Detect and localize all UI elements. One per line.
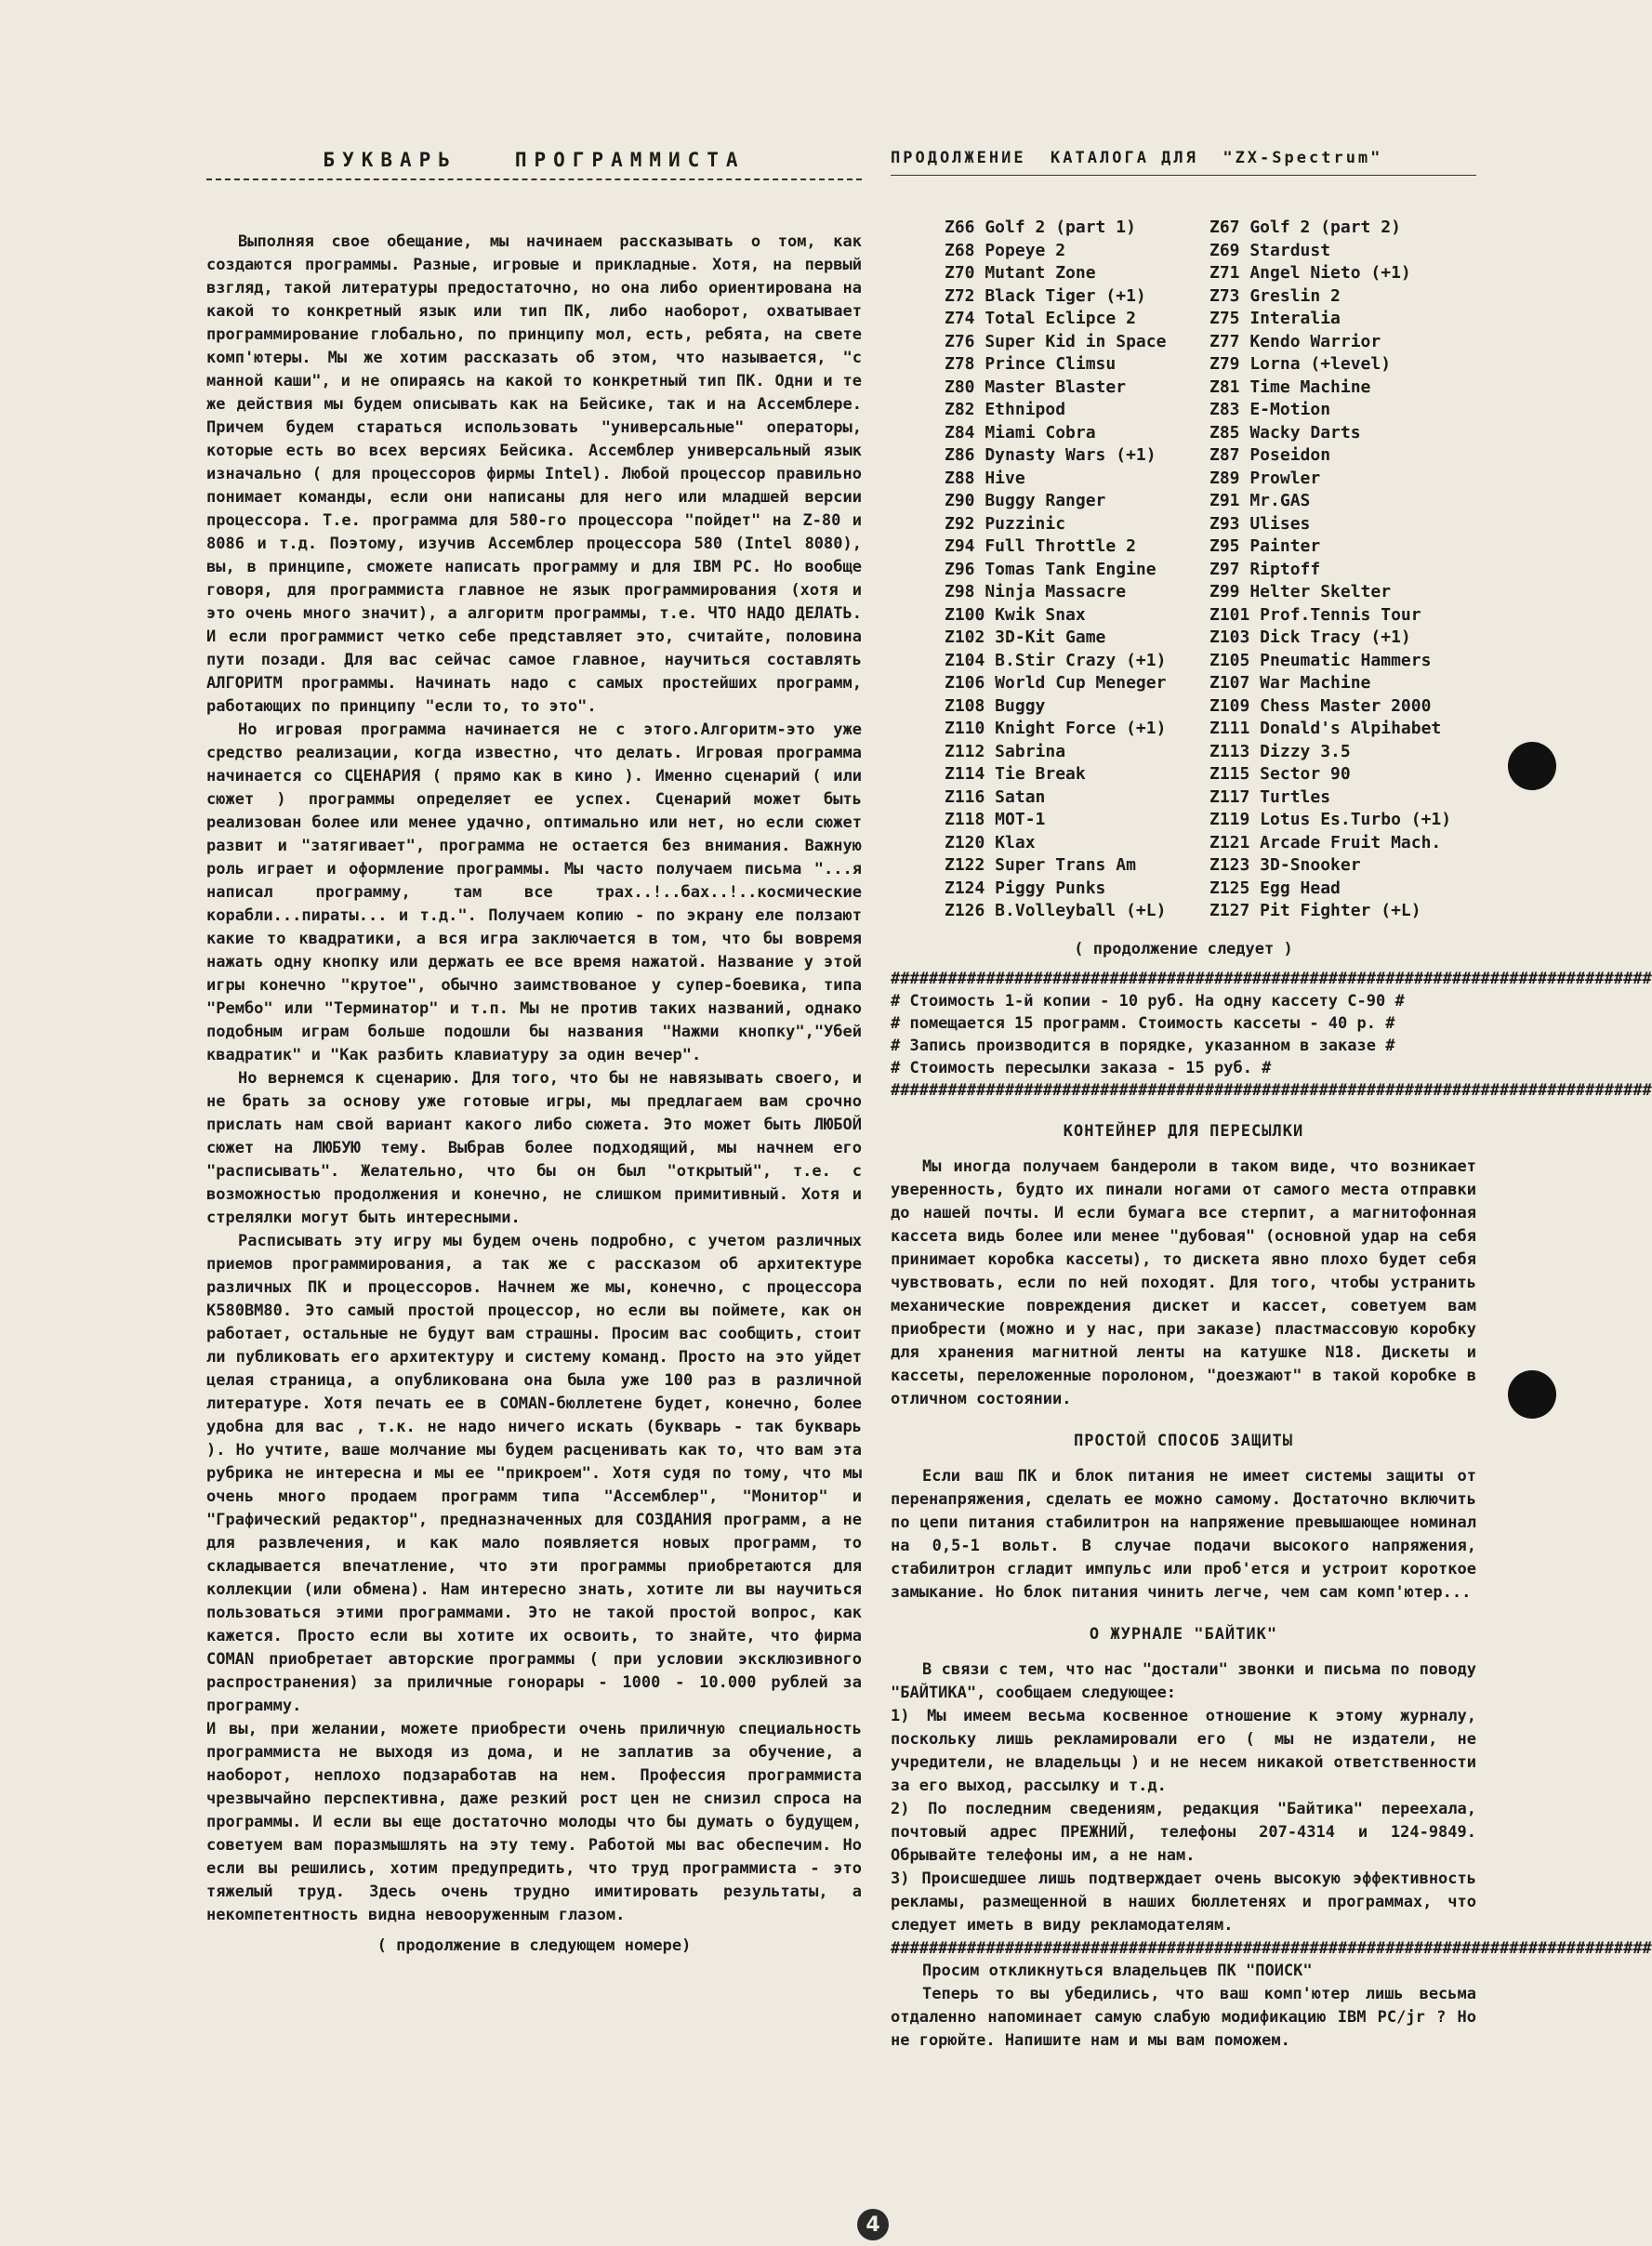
catalog-item: Z85 Wacky Darts bbox=[1209, 422, 1361, 443]
catalog-item: Z110 Knight Force (+1) bbox=[945, 719, 1167, 738]
article-paragraph-2: Но игровая программа начинается не с этого.Алгоритм-это уже средство реализации, когда известно, что делать. Игровая программа начинается со СЦЕНАРИЯ ( прямо как в кино ). Именно сценарий ( или сюжет ) программы определяет ее успех. Сценарий может быть реализован более или менее удачно, оптимально или нет, но если сюжет развит и "затягивает", программа не остается без внимания. Важную роль играет и оформление программы. Мы часто получаем письма "...я написал программу, там все трах..!..бах..!..космические корабли...пираты... и т.д.". Получаем копию - по экрану еле ползают какие то квадратики, а вся игра заключается в том, что бы вовремя нажать одну кнопку или держать ее все время нажатой. Название у этой игры конечно "крутое", обычно заимствованое у супер-боевика, типа "Рембо" или "Терминатор" и т.п. Мы не против таких названий, однако подобным играм больше подошли бы названия "Нажми кнопку","Убей квадратик" и "Как разбить клавиатуру за один вечер". bbox=[206, 720, 862, 1064]
catalog-item: Z119 Lotus Es.Turbo (+1) bbox=[1209, 810, 1452, 829]
left-column bbox=[206, 149, 862, 1964]
catalog-item: Z81 Time Machine bbox=[1209, 377, 1371, 397]
container-section-title: КОНТЕЙНЕР ДЛЯ ПЕРЕСЫЛКИ bbox=[1063, 1121, 1304, 1141]
journal-item-3: 3) Происшедшее лишь подтверждает очень высокую эффективность рекламы, размещенной в наших бюллетенях и программах, что следует иметь в виду рекламодателям. bbox=[891, 1869, 1476, 1935]
catalog-item: Z117 Turtles bbox=[1209, 786, 1331, 807]
catalog-item: Z87 Poseidon bbox=[1209, 445, 1331, 465]
catalog-list bbox=[945, 217, 1465, 923]
right-column bbox=[891, 149, 1652, 2053]
catalog-item: Z88 Hive bbox=[945, 468, 1025, 488]
catalog-item: Z98 Ninja Massacre bbox=[945, 582, 1127, 601]
catalog-item: Z94 Full Throttle 2 bbox=[945, 536, 1136, 556]
catalog-underline bbox=[891, 171, 1476, 176]
catalog-item: Z90 Buggy Ranger bbox=[945, 491, 1106, 510]
catalog-item: Z73 Greslin 2 bbox=[1209, 285, 1341, 306]
binder-hole-top bbox=[1508, 742, 1556, 790]
catalog-item: Z118 MOT-1 bbox=[945, 810, 1046, 829]
catalog-item: Z97 Riptoff bbox=[1209, 559, 1321, 579]
catalog-item: Z92 Puzzinic bbox=[945, 513, 1066, 534]
catalog-item: Z103 Dick Tracy (+1) bbox=[1209, 628, 1411, 647]
journal-border: ################################################################################ bbox=[891, 1938, 1652, 1958]
catalog-item: Z70 Mutant Zone bbox=[945, 263, 1096, 283]
catalog-item: Z84 Miami Cobra bbox=[945, 422, 1096, 443]
catalog-item: Z104 B.Stir Crazy (+1) bbox=[945, 650, 1167, 670]
price-line-3: # Запись производится в порядке, указанном в заказе # bbox=[891, 1036, 1395, 1055]
catalog-item: Z108 Buggy bbox=[945, 695, 1046, 716]
catalog-item: Z69 Stardust bbox=[1209, 240, 1331, 260]
container-section-text: Мы иногда получаем бандероли в таком виде, что возникает уверенность, будто их пинали ногами от самого места отправки до нашей почты. И если бумага все стерпит, а магнитофонная кассета видь более или менее "дубовая" (основной удар на себя принимает коробка кассеты), то дискета явно плохо будет себя чувствовать, если по ней походят. Для того, чтобы устранить механические повреждения дискет и кассет, советуем вам приобрести (можно и у нас, при заказе) пластмассовую коробку для хранения магнитной ленты на катушке N18. Дискеты и кассеты, переложенные поролоном, "доезжают" в такой коробке в отличном состоянии. bbox=[891, 1156, 1476, 1408]
catalog-item: Z124 Piggy Punks bbox=[945, 878, 1106, 898]
section-title-catalog: ПРОДОЛЖЕНИЕ КАТАЛОГА ДЛЯ "ZX-Spectrum" bbox=[891, 149, 1383, 167]
catalog-item: Z107 War Machine bbox=[1209, 673, 1371, 693]
catalog-item: Z102 3D-Kit Game bbox=[945, 628, 1106, 647]
section-title-bukvar: БУКВАРЬ ПРОГРАММИСТА bbox=[323, 149, 746, 171]
catalog-item: Z79 Lorna (+level) bbox=[1209, 354, 1392, 374]
continued-note: ( продолжение в следующем номере) bbox=[377, 1936, 692, 1955]
price-line-2: # помещается 15 программ. Стоимость кассеты - 40 р. # bbox=[891, 1013, 1395, 1033]
catalog-item: Z96 Tomas Tank Engine bbox=[945, 559, 1156, 579]
article-paragraph-5: И вы, при желании, можете приобрести очень приличную специальность программиста не выходя из дома, и не заплатив за обучение, а наоборот, неплохо подзаработав на нем. Профессия программиста чрезвычайно перспективна, даже резкий рост цен не снизил спроса на программы. И если вы еще достаточно молоды что бы думать о будущем, советуем вам поразмышлять на эту тему. Работой мы вас обеспечим. Но если вы решились, хотим предупредить, что труд программиста - это тяжелый труд. Здесь очень трудно имитировать результаты, а некомпетентность видна невооруженным глазом. bbox=[206, 1720, 862, 1924]
article-paragraph-3: Но вернемся к сценарию. Для того, что бы не навязывать своего, и не брать за основу уже готовые игры, мы предлагаем вам срочно прислать нам свой вариант какого либо сюжета. Это может быть ЛЮБОЙ сюжет на ЛЮБУЮ тему. Выбрав более подходящий, мы начнем его "расписывать". Желательно, что бы он был "открытый", т.е. с возможностью продолжения и конечно, не слишком примитивный. Хотя и стрелялки могут быть интересными. bbox=[206, 1069, 862, 1227]
catalog-item: Z80 Master Blaster bbox=[945, 377, 1127, 397]
catalog-item: Z111 Donald's Alpihabet bbox=[1209, 719, 1442, 738]
catalog-item: Z127 Pit Fighter (+L) bbox=[1209, 901, 1421, 920]
search-owners-note: Просим откликнуться владельцев ПК "ПОИСК" bbox=[922, 1961, 1313, 1980]
catalog-item: Z116 Satan bbox=[945, 786, 1046, 807]
search-owners-text: Теперь то вы убедились, что ваш комп'ютер лишь весьма отдаленно напоминает самую слабую модификацию IBM PC/jr ? Но не горюйте. Напишите нам и мы вам поможем. bbox=[891, 1984, 1476, 2050]
price-box-border-bottom: ################################################################################ bbox=[891, 1080, 1652, 1100]
catalog-item: Z101 Prof.Tennis Tour bbox=[1209, 604, 1421, 625]
catalog-item: Z72 Black Tiger (+1) bbox=[945, 285, 1146, 306]
catalog-item: Z100 Kwik Snax bbox=[945, 604, 1086, 625]
catalog-item: Z125 Egg Head bbox=[1209, 878, 1341, 898]
catalog-item: Z66 Golf 2 (part 1) bbox=[945, 218, 1136, 237]
catalog-item: Z95 Painter bbox=[1209, 536, 1321, 556]
catalog-item: Z99 Helter Skelter bbox=[1209, 582, 1392, 601]
catalog-item: Z105 Pneumatic Hammers bbox=[1209, 650, 1432, 670]
protection-section-title: ПРОСТОЙ СПОСОБ ЗАЩИТЫ bbox=[1074, 1431, 1293, 1450]
price-line-4: # Стоимость пересылки заказа - 15 руб. # bbox=[891, 1058, 1272, 1077]
catalog-continued: ( продолжение следует ) bbox=[1074, 939, 1293, 958]
catalog-item: Z113 Dizzy 3.5 bbox=[1209, 741, 1351, 761]
article-paragraph-4: Расписывать эту игру мы будем очень подробно, с учетом различных приемов программирования, а так же с рассказом об архитектуре различных ПК и процессоров. Начнем же мы, конечно, с процессора К580ВМ80. Это самый простой процессор, но если вы поймете, как он работает, остальные не будут вам страшны. Просим вас сообщить, стоит ли публиковать его архитектуру и систему команд. Просто на это уйдет целая страница, а опубликована она была уже 100 раз в различной литературе. Хотя печать ее в COMAN-бюллетене будет, конечно, более удобна для вас , т.к. не надо ничего искать (букварь - так букварь ). Но учтите, ваше молчание мы будем расценивать как то, что вам эта рубрика не интересна и мы ее "прикроем". Хотя судя по тому, что мы очень много продаем программ типа "Ассемблер", "Монитор" и "Графический редактор", предназначенных для СОЗДАНИЯ программ, а не для развлечения, и как мало появляется новых программ, то складывается впечатление, что эти программы приобретаются для коллекции (или обмена). Нам интересно знать, хотите ли вы научиться пользоваться этими программами. Это не такой простой вопрос, как кажется. Просто если вы хотите их освоить, то знайте, что фирма COMAN приобретает авторские программы ( при условии эксклюзивного распространения) за приличные гонорары - 1000 - 10.000 рублей за программу. bbox=[206, 1232, 862, 1715]
catalog-item: Z77 Kendo Warrior bbox=[1209, 331, 1381, 351]
journal-item-1: 1) Мы имеем весьма косвенное отношение к этому журналу, поскольку лишь рекламировали его ( мы не издатели, не учредители, не владельцы ) и не несем никакой ответственности за его выход, рассылку и т.д. bbox=[891, 1706, 1476, 1795]
catalog-item: Z120 Klax bbox=[945, 832, 1036, 852]
catalog-item: Z82 Ethnipod bbox=[945, 400, 1066, 419]
article-paragraph-1: Выполняя свое обещание, мы начинаем рассказывать о том, как создаются программы. Разные, игровые и прикладные. Хотя, на первый взгляд, такой литературы предостаточно, но она либо ориентирована на какой то конкретный язык или тип ПК, либо наоборот, охватывает программирование глобально, по принципу мол, есть, ребята, на свете комп'ютеры. Мы же хотим рассказать об этом, что называется, "с манной каши", и не опираясь на какой то конкретный тип ПК. Одни и те же действия мы будем описывать как на Бейсике, так и на Ассемблере. Причем будем стараться использовать "универсальные" операторы, которые есть во всех версиях Бейсика. Ассемблер универсальный язык изначально ( для процессоров фирмы Intel). Любой процессор правильно понимает команды, если они написаны для него или младшей версии процессора. Т.е. программа для 580-го процессора "пойдет" на Z-80 и 8086 и т.д. Поэтому, изучив Ассемблер процессора 580 (Intel 8080), вы, в принципе, сможете написать программу и для IBM PC. Но вообще говоря, для программиста главное не язык программирования (хотя и это очень много значит), а алгоритм программы, т.е. ЧТО НАДО ДЕЛАТЬ. И если программист четко себе представляет это, считайте, половина пути позади. Для вас сейчас самое главное, научиться составлять АЛГОРИТМ программы. Начинать надо с самых простейших программ, работающих по принципу "если то, то это". bbox=[206, 232, 862, 716]
catalog-item: Z121 Arcade Fruit Mach. bbox=[1209, 832, 1442, 852]
catalog-item: Z67 Golf 2 (part 2) bbox=[1209, 218, 1401, 237]
catalog-item: Z115 Sector 90 bbox=[1209, 764, 1351, 784]
catalog-item: Z114 Tie Break bbox=[945, 764, 1086, 784]
catalog-item: Z75 Interalia bbox=[1209, 309, 1341, 328]
journal-intro: В связи с тем, что нас "достали" звонки и письма по поводу "БАЙТИКА", сообщаем следующее: bbox=[891, 1659, 1476, 1702]
catalog-item: Z122 Super Trans Am bbox=[945, 855, 1136, 875]
catalog-item: Z71 Angel Nieto (+1) bbox=[1209, 263, 1411, 283]
journal-section-title: О ЖУРНАЛЕ "БАЙТИК" bbox=[1089, 1624, 1278, 1644]
catalog-item: Z123 3D-Snooker bbox=[1209, 855, 1361, 875]
catalog-item: Z78 Prince Climsu bbox=[945, 354, 1117, 374]
catalog-item: Z74 Total Eclipce 2 bbox=[945, 309, 1136, 328]
protection-section-text: Если ваш ПК и блок питания не имеет системы защиты от перенапряжения, сделать ее можно самому. Достаточно включить по цепи питания стабилитрон на напряжение превышающее номинал на 0,5-1 вольт. В случае подачи высокого напряжения, стабилитрон сгладит импульс или проб'ется и устроит короткое замыкание. Но блок питания чинить легче, чем сам комп'ютер... bbox=[891, 1466, 1476, 1602]
price-box-border-top: ################################################################################ bbox=[891, 969, 1652, 988]
catalog-item: Z68 Popeye 2 bbox=[945, 240, 1066, 260]
catalog-item: Z91 Mr.GAS bbox=[1209, 491, 1311, 510]
catalog-item: Z106 World Cup Meneger bbox=[945, 673, 1167, 693]
binder-hole-bottom bbox=[1508, 1370, 1556, 1419]
catalog-item: Z83 E-Motion bbox=[1209, 400, 1331, 419]
page-number: 4 bbox=[857, 2209, 889, 2240]
catalog-item: Z109 Chess Master 2000 bbox=[1209, 695, 1432, 716]
catalog-item: Z76 Super Kid in Space bbox=[945, 331, 1167, 351]
catalog-item: Z86 Dynasty Wars (+1) bbox=[945, 445, 1156, 465]
catalog-item: Z93 Ulises bbox=[1209, 513, 1311, 534]
catalog-item: Z126 B.Volleyball (+L) bbox=[945, 901, 1167, 920]
journal-item-2: 2) По последним сведениям, редакция "Байтика" переехала, почтовый адрес ПРЕЖНИЙ, телефоны 207-4314 и 124-9849. Обрывайте телефоны им, а не нам. bbox=[891, 1799, 1476, 1865]
catalog-item: Z112 Sabrina bbox=[945, 741, 1066, 761]
price-line-1: # Стоимость 1-й копии - 10 руб. На одну кассету С-90 # bbox=[891, 991, 1405, 1011]
catalog-item: Z89 Prowler bbox=[1209, 468, 1321, 488]
